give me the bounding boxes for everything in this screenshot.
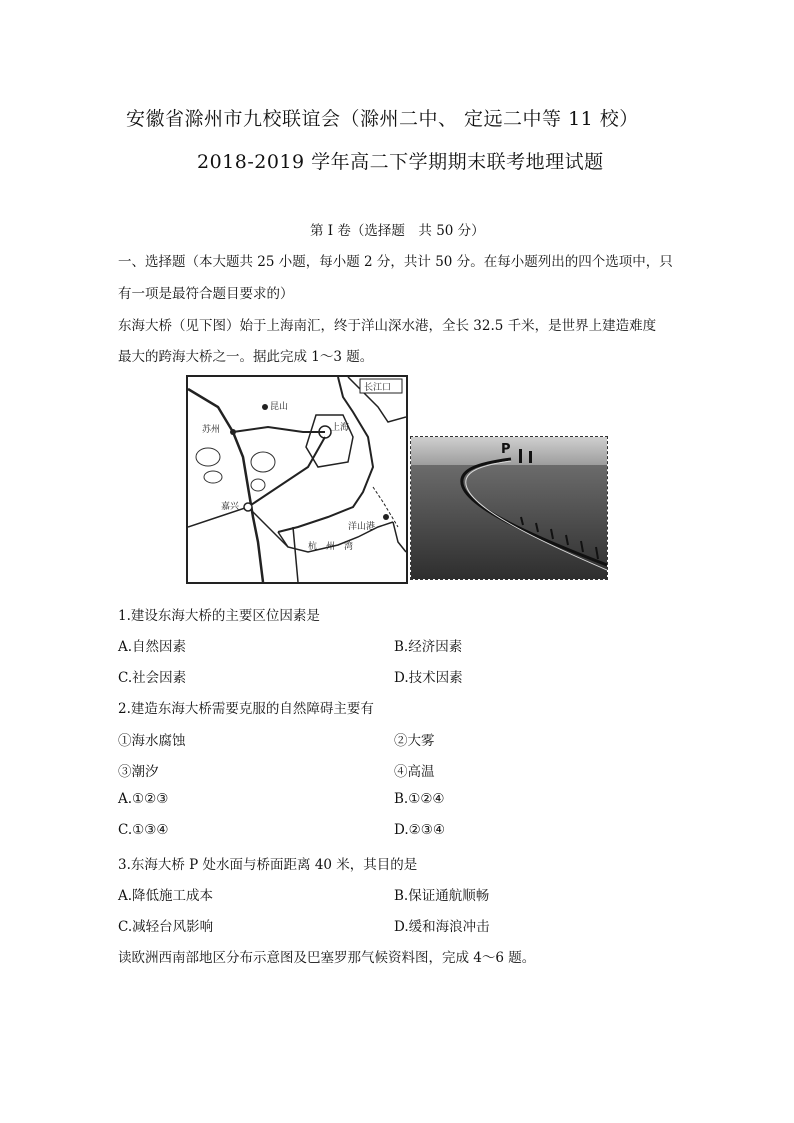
question-2-stem: 2.建造东海大桥需要克服的自然障碍主要有: [118, 701, 374, 717]
map-label-suzhou: 苏州: [202, 425, 221, 435]
question-1-option-d: D.技术因素: [394, 670, 463, 686]
map-drawing: [188, 377, 406, 582]
question-1-option-a: A.自然因素: [118, 639, 187, 655]
question-2-option-c: C.①③④: [118, 822, 169, 838]
question-3-option-a: A.降低施工成本: [118, 888, 214, 904]
passage-line2: 最大的跨海大桥之一。据此完成 1～3 题。: [118, 349, 374, 365]
instructions-line1: 一、选择题（本大题共 25 小题，每小题 2 分，共计 50 分。在每小题列出的四个选项中，只: [118, 254, 673, 270]
question-1-option-c: C.社会因素: [118, 670, 187, 686]
question-2-item-2: ②大雾: [394, 733, 435, 749]
question-3-option-d: D.缓和海浪冲击: [394, 919, 490, 935]
question-1-option-b: B.经济因素: [394, 639, 463, 655]
photo-label-p: P: [501, 442, 511, 457]
question-3-option-b: B.保证通航顺畅: [394, 888, 490, 904]
map-label-jiaxing: 嘉兴: [221, 502, 240, 512]
photo-drawing: [411, 437, 607, 579]
next-passage: 读欧洲西南部地区分布示意图及巴塞罗那气候资料图，完成 4～6 题。: [118, 950, 536, 966]
donghai-bridge-photo: [410, 436, 608, 580]
question-2-option-d: D.②③④: [394, 822, 445, 838]
map-label-yangshangang: 洋山港: [348, 522, 376, 532]
instructions-line2: 有一项是最符合题目要求的）: [118, 286, 294, 302]
question-3-stem: 3.东海大桥 P 处水面与桥面距离 40 米，其目的是: [118, 857, 418, 873]
question-2-option-a: A.①②③: [118, 791, 169, 807]
section-heading: 第 I 卷（选择题 共 50 分）: [310, 223, 485, 239]
page-title-line2: 2018-2019 学年高二下学期期末联考地理试题: [197, 151, 604, 173]
question-2-item-4: ④高温: [394, 764, 435, 780]
passage-line1: 东海大桥（见下图）始于上海南汇，终于洋山深水港，全长 32.5 千米，是世界上建造难度: [118, 318, 657, 334]
question-1-stem: 1.建设东海大桥的主要区位因素是: [118, 608, 320, 624]
question-2-option-b: B.①②④: [394, 791, 445, 807]
donghai-bridge-map: [186, 375, 408, 584]
map-label-changjiangkou: 长江口: [364, 383, 392, 393]
question-2-item-1: ①海水腐蚀: [118, 733, 186, 749]
map-label-hangzhouwan: 杭 州 湾: [308, 542, 354, 552]
page-title-line1: 安徽省滁州市九校联谊会（滁州二中、 定远二中等 11 校）: [126, 108, 639, 130]
question-2-item-3: ③潮汐: [118, 764, 159, 780]
question-3-option-c: C.减轻台风影响: [118, 919, 214, 935]
map-label-kunshan: 昆山: [270, 402, 289, 412]
map-label-shanghai: 上海: [331, 423, 350, 433]
